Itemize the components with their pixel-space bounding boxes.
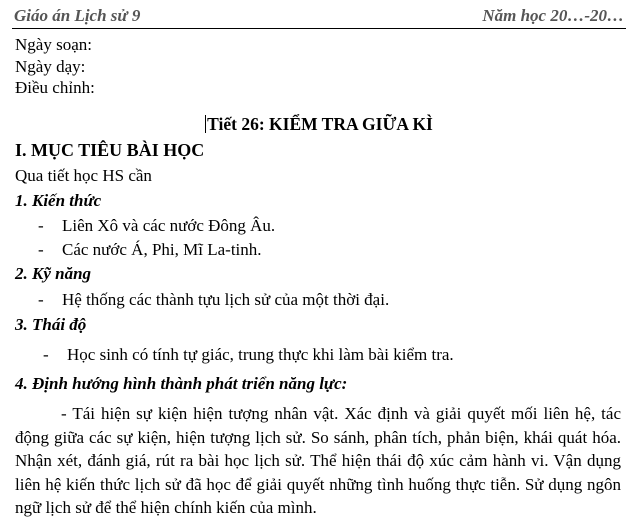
list-item: - Hệ thống các thành tựu lịch sử của một thời đại.: [38, 290, 390, 309]
text-cursor: [205, 115, 206, 133]
heading-knowledge: 1. Kiến thức: [15, 191, 102, 210]
heading-attitude: 3. Thái độ: [15, 315, 87, 334]
list-item: - Học sinh có tính tự giác, trung thực khi làm bài kiểm tra.: [43, 345, 454, 364]
section-heading-objectives: I. MỤC TIÊU BÀI HỌC: [15, 140, 205, 160]
header-school-year: Năm học 20…-20…: [482, 6, 624, 25]
competence-paragraph: - Tái hiện sự kiện hiện tượng nhân vật. Xác định và giải quyết mối liên hệ, tác động giữa các sự kiện, hiện tượng lịch sử. So sánh, phân tích, phản biện, khái quát hóa. Nhận xét, đánh giá, rút ra bài học lịch sử. Thể hiện thái độ xúc cảm hành vi. Vận dụng liên hệ kiến thức lịch sử đã học để giải quyết những tình huống thực tiễn. Sử dụng ngôn ngữ lịch sử để thể hiện chính kiến của mình.: [15, 404, 621, 517]
list-item: - Các nước Á, Phi, Mĩ La-tinh.: [38, 240, 262, 259]
teach-date-label: Ngày dạy:: [15, 57, 86, 76]
list-item: - Liên Xô và các nước Đông Âu.: [38, 216, 276, 235]
heading-competence: 4. Định hướng hình thành phát triển năng lực:: [15, 374, 348, 393]
header-subject: Giáo án Lịch sử 9: [14, 6, 141, 25]
prep-date-label: Ngày soạn:: [15, 35, 92, 54]
page-header: [12, 6, 626, 29]
lesson-title: Tiết 26: KIỂM TRA GIỮA KÌ: [207, 114, 433, 134]
adjustment-label: Điều chỉnh:: [15, 78, 95, 97]
section-intro: Qua tiết học HS cần: [15, 166, 152, 185]
lesson-title-row: [0, 114, 638, 135]
heading-skills: 2. Kỹ năng: [15, 264, 92, 283]
